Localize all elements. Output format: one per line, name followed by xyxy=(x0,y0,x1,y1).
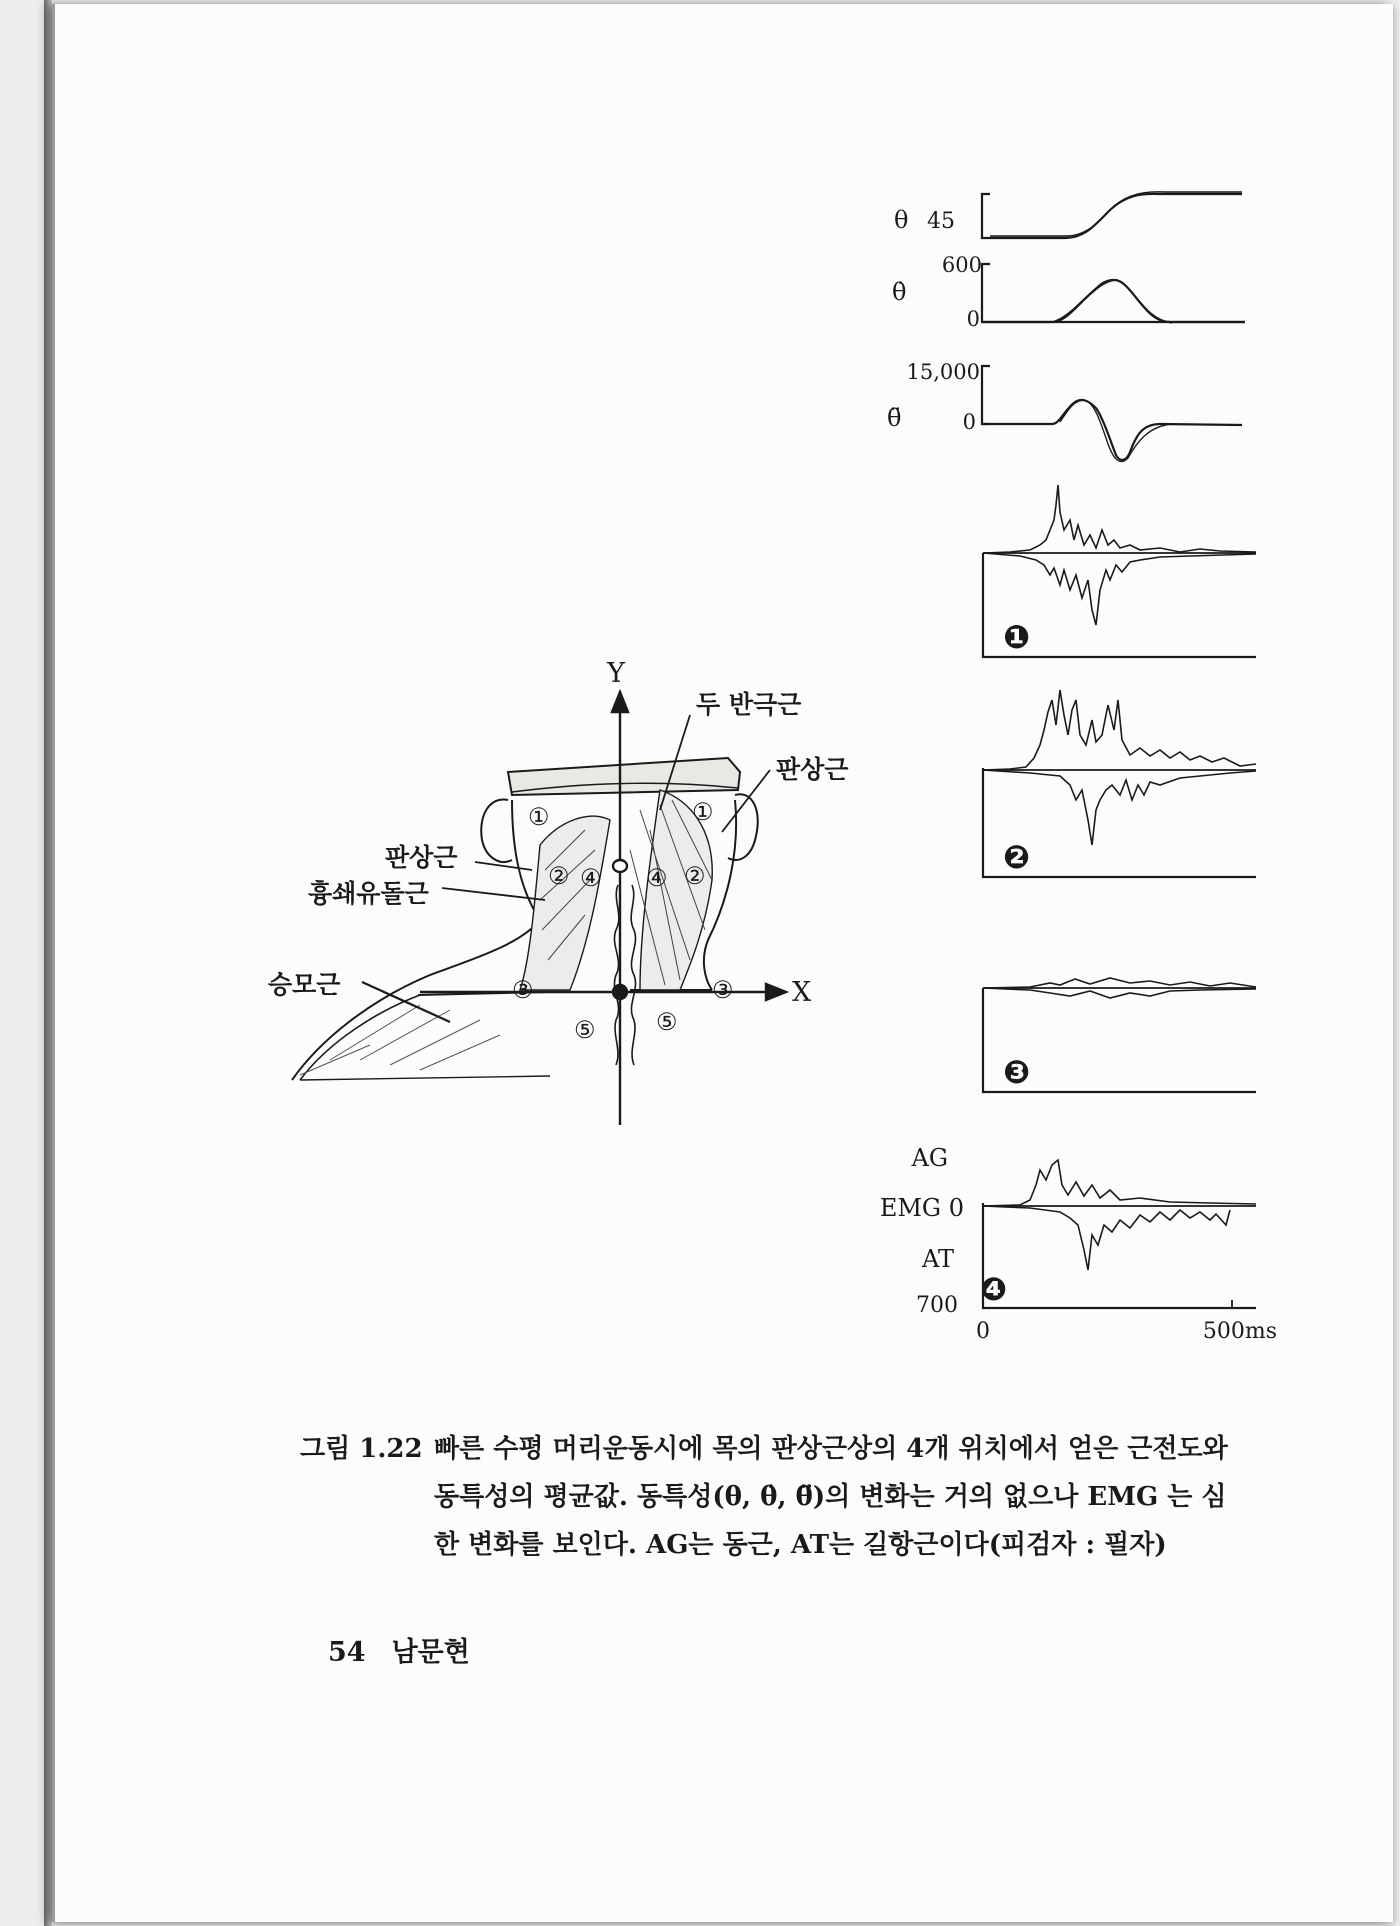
site-2-right: ② xyxy=(684,862,706,890)
emg-panel-2-number: ❷ xyxy=(1003,838,1031,876)
site-5-right: ⑤ xyxy=(656,1008,678,1036)
theta-dot-scale-zero: 0 xyxy=(966,307,980,331)
emg-panel-3-number: ❸ xyxy=(1003,1053,1031,1091)
site-3-right: ③ xyxy=(712,976,734,1004)
theta-dot-scale-top: 600 xyxy=(941,253,982,277)
site-1-right: ① xyxy=(692,798,714,826)
figure-caption xyxy=(300,1425,1250,1569)
page-footer xyxy=(328,1630,496,1669)
page-number: 54 xyxy=(328,1637,366,1668)
anatomy-axes xyxy=(420,692,786,1125)
running-author: 남문현 xyxy=(391,1637,470,1668)
label-semispinalis: 두 반극근 xyxy=(696,690,802,719)
site-3-left: ③ xyxy=(512,976,534,1004)
emg-zero-label: EMG 0 xyxy=(879,1194,964,1222)
theta-symbol: θ xyxy=(894,206,909,234)
label-scm: 흉쇄유돌근 xyxy=(308,879,429,908)
label-splenius-left: 판상근 xyxy=(385,843,458,872)
time-end-label: 500ms xyxy=(1202,1319,1278,1344)
site-4-left: ④ xyxy=(580,864,602,892)
theta-scale: 45 xyxy=(927,209,955,234)
emg-panel-4-number: ❹ xyxy=(980,1270,1008,1308)
theta-ddot-symbol: θ̈ xyxy=(887,404,902,432)
theta-dot-plot xyxy=(982,264,1245,323)
label-splenius-right: 판상근 xyxy=(776,755,849,784)
theta-dot-symbol: θ̇ xyxy=(892,278,907,306)
emg-panel-4 xyxy=(983,1160,1256,1308)
at-label: AT xyxy=(921,1245,954,1273)
figure-number: 그림 1.22 xyxy=(300,1434,423,1464)
y-axis-label: Y xyxy=(607,658,625,689)
site-1-left: ① xyxy=(528,803,550,831)
ag-label: AG xyxy=(911,1144,948,1172)
site-5-left: ⑤ xyxy=(574,1016,596,1044)
theta-ddot-scale-top: 15,000 xyxy=(906,360,980,384)
emg-amplitude-label: 700 xyxy=(916,1293,958,1318)
theta-ddot-scale-zero: 0 xyxy=(962,410,976,434)
emg-panel-1-number: ❶ xyxy=(1003,618,1031,656)
caption-text: 빠른 수평 머리운동시에 목의 판상근상의 4개 위치에서 얻은 근전도와 동특성의 평균값. 동특성(θ, θ̇, θ̈)의 변화는 거의 없으나 EMG 는 심한 변화를 보인다. AG는 동근, AT는 길항근이다(피검자 : 필자) xyxy=(434,1434,1228,1560)
site-4-right: ④ xyxy=(646,864,668,892)
x-axis-label: X xyxy=(792,977,812,1008)
label-trapezius: 승모근 xyxy=(268,970,341,999)
theta-plot xyxy=(982,192,1242,238)
theta-ddot-plot xyxy=(982,366,1242,462)
site-2-left: ② xyxy=(548,862,570,890)
time-start-label: 0 xyxy=(976,1319,990,1344)
